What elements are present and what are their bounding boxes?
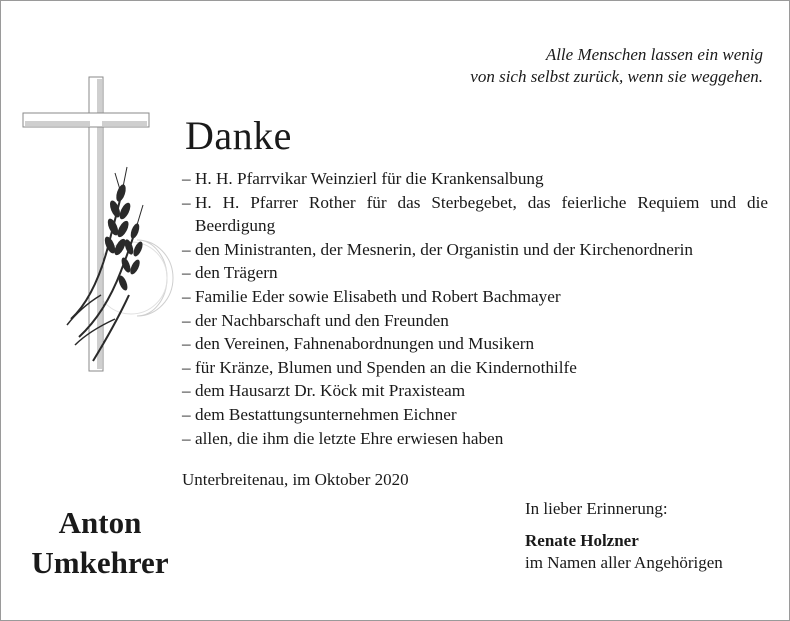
dash: – [182, 263, 191, 283]
thanks-item: – dem Bestattungsunternehmen Eichner [182, 403, 768, 427]
dash: – [182, 404, 191, 424]
signoff-intro: In lieber Erinnerung: [525, 499, 668, 518]
thanks-list [182, 167, 768, 450]
signoff-name: Renate Holzner [525, 531, 639, 550]
deceased-first-name: Anton [58, 505, 142, 540]
wheat-icon [67, 167, 144, 361]
thanks-item: – für Kränze, Blumen und Spenden an die Kindernothilfe [182, 356, 768, 380]
deceased-last-name: Umkehrer [31, 545, 169, 580]
dash: – [182, 310, 191, 330]
thanks-item: – H. H. Pfarrer Rother für das Sterbegebet, das feierliche Requiem und die Beerdigung [182, 192, 768, 236]
dash: – [182, 428, 191, 448]
quote [470, 44, 763, 88]
quote-line-1: Alle Menschen lassen ein wenig [545, 45, 763, 64]
place-date: Unterbreitenau, im Oktober 2020 [182, 470, 409, 489]
thanks-item: – dem Hausarzt Dr. Köck mit Praxisteam [182, 379, 768, 403]
thanks-item: – den Ministranten, der Mesnerin, der Organistin und der Kirchenordnerin [182, 238, 768, 262]
dash: – [182, 169, 191, 188]
signoff-behalf: im Namen aller Angehörigen [525, 553, 723, 572]
thanks-item: – den Trägern [182, 261, 768, 285]
thanks-item: – den Vereinen, Fahnenabordnungen und Musikern [182, 332, 768, 356]
cross-icon [23, 77, 149, 371]
thanks-item: – Familie Eder sowie Elisabeth und Robert Bachmayer [182, 285, 768, 309]
dash: – [182, 239, 191, 259]
dash: – [182, 334, 191, 354]
dash: – [182, 357, 191, 377]
dash: – [182, 381, 191, 401]
thanks-item: – allen, die ihm die letzte Ehre erwiesen haben [182, 427, 768, 451]
signoff [525, 498, 723, 574]
deceased-name [9, 503, 191, 583]
dash: – [182, 286, 191, 306]
thanks-item: – der Nachbarschaft und den Freunden [182, 309, 768, 333]
quote-line-2: von sich selbst zurück, wenn sie weggehen. [470, 67, 763, 86]
dash: – [182, 192, 191, 212]
thanks-item: – H. H. Pfarrvikar Weinzierl für die Krankensalbung [182, 167, 768, 191]
memorial-emblem [19, 75, 179, 375]
thanks-heading: Danke [185, 113, 292, 158]
